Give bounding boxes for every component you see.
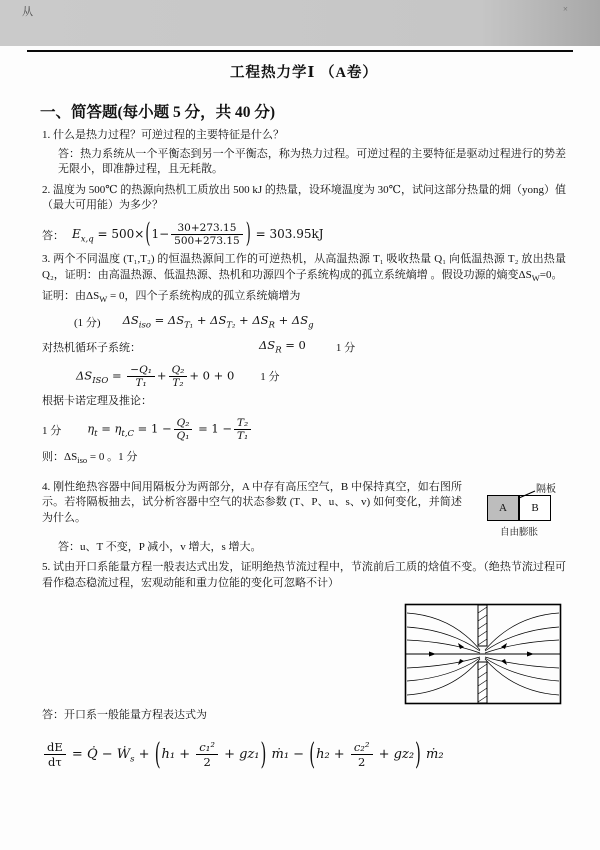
question-3 [42, 252, 566, 284]
paren-open: ( [154, 736, 161, 773]
math-token: η [87, 421, 95, 436]
carnot-efficiency-row [42, 417, 566, 442]
energy-equation-row [42, 736, 566, 773]
math-sub: ISO [92, 375, 109, 386]
fraction-numerator: dE [44, 740, 66, 755]
entropy-engine-formula [259, 338, 306, 355]
fraction-numerator: c₁² [196, 740, 218, 755]
open-system-energy-equation [42, 736, 444, 773]
math-token: h₂ + [316, 746, 349, 762]
exergy-formula [72, 218, 324, 251]
conclusion-tail: = 0 。1 分 [87, 451, 138, 464]
score-mark: 1 分 [42, 424, 62, 437]
question-2: 2. 温度为 500℃ 的热源向热机工质放出 500 kJ 的热量，设环境温度为 30℃，试问这部分热量的㶲（yong）值（最大可用能）为多少？ [42, 183, 566, 212]
fraction-numerator: −Q₁ [127, 364, 155, 377]
fraction [234, 417, 251, 442]
math-token: = [67, 746, 87, 762]
score-mark: (1 分) [74, 316, 101, 329]
math-token: + ΔS [274, 313, 309, 328]
answer-1: 答：热力系统从一个平衡态到另一个平衡态，称为热力过程。可逆过程的主要特征是驱动过程进行的势差无限小，即准静过程，且无耗散。 [58, 147, 566, 176]
math-sub: iso [77, 455, 88, 466]
math-token: = 0 [281, 338, 306, 353]
math-token: = [108, 368, 126, 383]
math-token: ṁ₁ [267, 746, 290, 762]
math-token: E [72, 227, 81, 242]
fraction-denominator: 2 [203, 754, 211, 769]
math-token: ṁ₂ [421, 746, 444, 762]
math-token: = ΔS [150, 313, 185, 328]
scan-artifact-right: × [562, 4, 568, 14]
heat-engine-subsystem-row [42, 338, 566, 355]
math-sub: t [94, 429, 98, 440]
paren-open: ( [309, 736, 316, 773]
entropy-balance-formula [76, 364, 234, 389]
math-token: − [289, 746, 309, 762]
fraction [351, 740, 373, 769]
math-sub: R [268, 320, 275, 331]
math-sub: s [130, 754, 135, 765]
proof-intro [42, 289, 566, 305]
entropy-balance-row [42, 364, 566, 389]
answer-5-intro: 答：开口系一般能量方程表达式为 [42, 709, 207, 722]
fraction-denominator: Q₁ [176, 430, 190, 443]
fraction-denominator: 500+273.15 [174, 235, 240, 248]
carnot-label: 根据卡诺定理及推论： [42, 394, 152, 407]
cell-b-vacuum: B [531, 501, 539, 514]
fraction-numerator: T₂ [234, 417, 251, 430]
fraction [171, 222, 243, 247]
scan-top-margin [0, 0, 600, 46]
fraction [127, 364, 155, 389]
entropy-sum-formula [123, 313, 314, 330]
score-mark: 1 分 [260, 371, 280, 384]
fraction [44, 740, 66, 769]
math-sub: t,C [121, 429, 135, 440]
proof-tail: = 0，四个子系统构成的孤立系统熵增为 [107, 289, 301, 302]
entropy-sum-row [42, 313, 566, 330]
math-token: = 500× [93, 227, 145, 242]
fraction [169, 364, 188, 389]
question-3-text: 3. 两个不同温度 (T₁,T₂) 的恒温热源间工作的可逆热机，从高温热源 T₁ 吸收热量 Q₁ 向低温热源 T₂ 放出热量 Q₂，证明：由高温热源、低温热源、热机和功源四个子系统构成的孤立系统熵增 。假设功源的熵变ΔS [42, 253, 566, 281]
paren-close: ) [415, 736, 421, 773]
math-sub: R [275, 345, 282, 356]
math-token: + [134, 746, 154, 762]
conclusion-line [42, 448, 566, 465]
math-token: ΔS [259, 338, 276, 353]
scan-artifact-left: 从 [22, 6, 33, 18]
fraction-denominator: T₁ [236, 430, 249, 443]
fraction-numerator: Q₂ [174, 417, 193, 430]
document-title: 工程热力学Ⅰ （A卷） [230, 65, 378, 81]
math-sub: iso [138, 320, 151, 331]
page-top-rule [27, 50, 573, 52]
fraction-denominator: 2 [358, 754, 366, 769]
math-token: + [156, 368, 167, 383]
math-token: Q̇ [86, 746, 98, 762]
throttling-figure [404, 603, 562, 705]
math-sub: W [531, 272, 540, 283]
fraction-numerator: c₂² [351, 740, 373, 755]
question-5: 5. 试由开口系能量方程一般表达式出发，证明绝热节流过程中，节流前后工质的焓值不变。（绝热节流过程可看作稳态稳流过程，宏观动能和重力位能的变化可忽略不计） [42, 561, 566, 589]
cell-a-high-pressure-air: A [488, 496, 520, 520]
math-sub: T₂ [226, 320, 236, 331]
paren-close: ) [260, 736, 267, 773]
fraction [196, 740, 218, 769]
partition-label: 隔板 [536, 483, 556, 495]
math-token: = η [97, 421, 122, 436]
loop-label: 对热机循环子系统： [42, 342, 141, 355]
math-sub: g [308, 320, 314, 331]
conclusion-text: 则：ΔS [42, 451, 78, 464]
math-token: h₁ + [161, 746, 195, 762]
leader-line [516, 490, 538, 499]
fraction-numerator: Q₂ [169, 364, 188, 377]
document-content [0, 61, 600, 773]
math-token: ΔS [122, 313, 139, 328]
math-token: + ΔS [193, 313, 227, 328]
answer-2-prefix: 答： [42, 229, 64, 242]
fraction [174, 417, 193, 442]
question-4-block [42, 480, 566, 538]
math-token: + ΔS [235, 313, 269, 328]
math-token: 1− [151, 227, 170, 242]
math-sub: W [99, 294, 108, 305]
math-token: = 1 − [194, 421, 232, 436]
math-token: + gz₂ [374, 746, 415, 762]
question-3-tail: =0。 [539, 268, 563, 281]
score-mark: 1 分 [335, 342, 356, 355]
question-4: 4. 刚性绝热容器中间用隔板分为两部分，A 中存有高压空气，B 中保持真空，如右图所示。若将隔板抽去，试分析容器中空气的状态参数 (T、P、u、s、v) 如何变化，并简述为什么。 [42, 480, 462, 524]
math-token: = 303.95kJ [251, 227, 324, 242]
math-token: ΔS [76, 368, 93, 383]
fraction-numerator: 30+273.15 [171, 222, 243, 235]
fraction-denominator: T₁ [135, 376, 147, 389]
math-token: + 0 + 0 [189, 368, 235, 383]
answer-4: 答：u、T 不变，P 减小，v 增大，s 增大。 [58, 540, 262, 553]
math-sub: x,q [80, 234, 94, 245]
math-token: + gz₁ [219, 746, 260, 762]
paren-open: ( [145, 218, 151, 251]
throttling-figure-wrapper [42, 603, 566, 705]
math-token: − Ẇ [97, 746, 131, 762]
free-expansion-figure [472, 480, 566, 538]
proof-text: 证明：由ΔS [42, 289, 100, 302]
answer-2-formula-row [42, 218, 566, 251]
section-heading: 一、简答题(每小题 5 分，共 40 分) [40, 104, 276, 121]
fraction-denominator: dτ [48, 754, 62, 769]
fraction-denominator: T₂ [172, 376, 184, 389]
math-sub: T₁ [184, 320, 194, 331]
carnot-efficiency-formula [87, 417, 253, 442]
question-1: 1. 什么是热力过程？可逆过程的主要特征是什么？ [42, 129, 284, 141]
paren-close: ) [245, 218, 251, 251]
math-token: = 1 − [134, 421, 172, 436]
figure-caption: 自由膨胀 [499, 527, 538, 538]
